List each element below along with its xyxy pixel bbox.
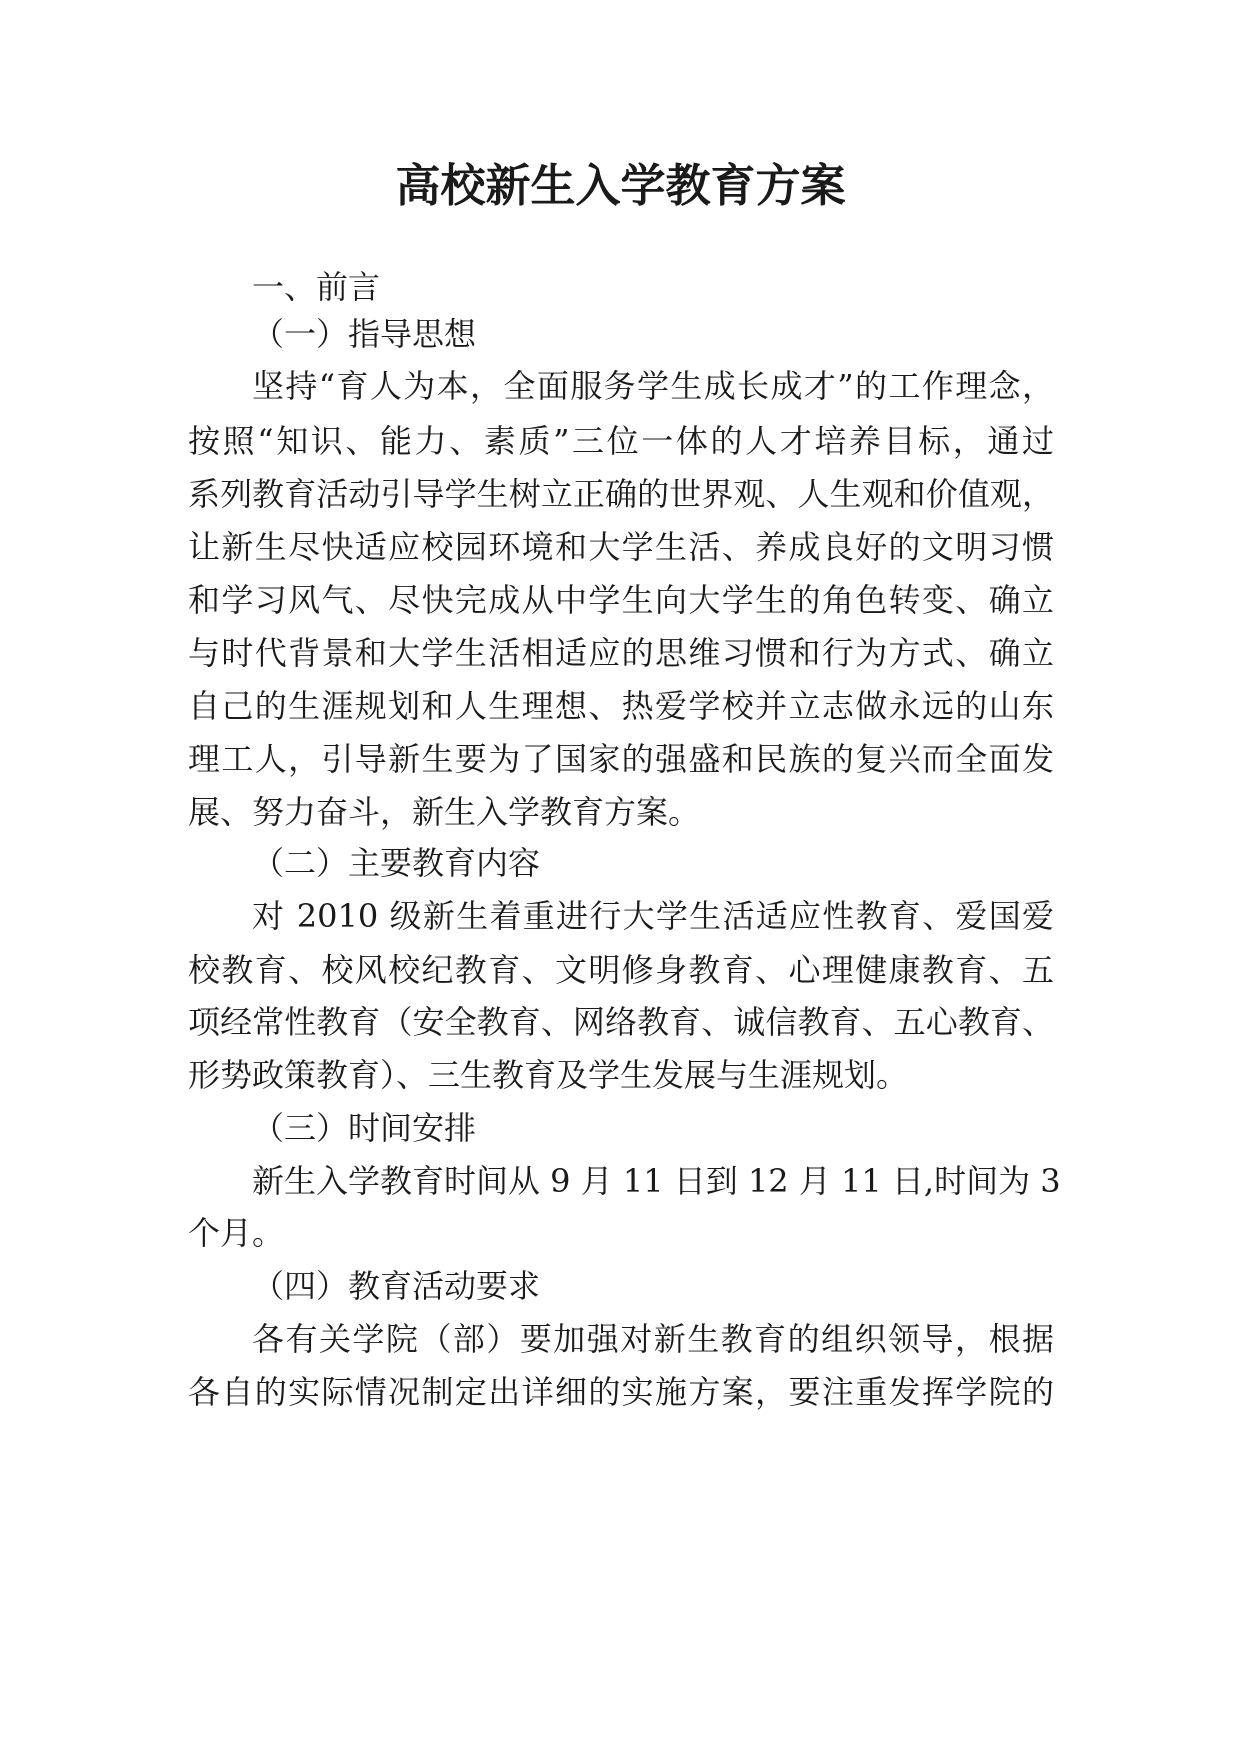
subsection-heading: （二）主要教育内容 (252, 844, 541, 882)
paragraph-line: 展、努力奋斗，新生入学教育方案。 (188, 793, 701, 831)
paragraph-line: 各有关学院（部）要加强对新生教育的组织领导，根据 (252, 1320, 1054, 1358)
paragraph-line: 自己的生涯规划和人生理想、热爱学校并立志做永远的山东 (188, 687, 1054, 725)
section-heading: 一、前言 (252, 268, 381, 306)
paragraph-line: 坚持“育人为本，全面服务学生成长成才”的工作理念， (252, 367, 1054, 405)
paragraph-line: 和学习风气、尽快完成从中学生向大学生的角色转变、确立 (188, 581, 1054, 619)
paragraph-line: 项经常性教育（安全教育、网络教育、诚信教育、五心教育、 (188, 1003, 1054, 1041)
subsection-heading: （三）时间安排 (252, 1109, 477, 1147)
paragraph-line: 形势政策教育）、三生教育及学生发展与生涯规划。 (188, 1056, 909, 1094)
paragraph-line: 个月。 (188, 1214, 285, 1252)
paragraph-line: 让新生尽快适应校园环境和大学生活、养成良好的文明习惯 (188, 528, 1054, 566)
paragraph-line: 对 2010 级新生着重进行大学生活适应性教育、爱国爱 (252, 897, 1054, 935)
paragraph-line: 各自的实际情况制定出详细的实施方案，要注重发挥学院的 (188, 1373, 1054, 1411)
document-title: 高校新生入学教育方案 (395, 159, 846, 212)
paragraph-line: 新生入学教育时间从 9 月 11 日到 12 月 11 日,时间为 3 (252, 1162, 1061, 1200)
paragraph-line: 与时代背景和大学生活相适应的思维习惯和行为方式、确立 (188, 634, 1054, 672)
paragraph-line: 按照“知识、能力、素质”三位一体的人才培养目标，通过 (188, 422, 1054, 460)
subsection-heading: （四）教育活动要求 (252, 1267, 541, 1305)
paragraph-line: 校教育、校风校纪教育、文明修身教育、心理健康教育、五 (188, 951, 1054, 989)
subsection-heading: （一）指导思想 (252, 315, 477, 353)
paragraph-line: 理工人，引导新生要为了国家的强盛和民族的复兴而全面发 (188, 740, 1054, 778)
paragraph-line: 系列教育活动引导学生树立正确的世界观、人生观和价值观， (188, 475, 1054, 513)
